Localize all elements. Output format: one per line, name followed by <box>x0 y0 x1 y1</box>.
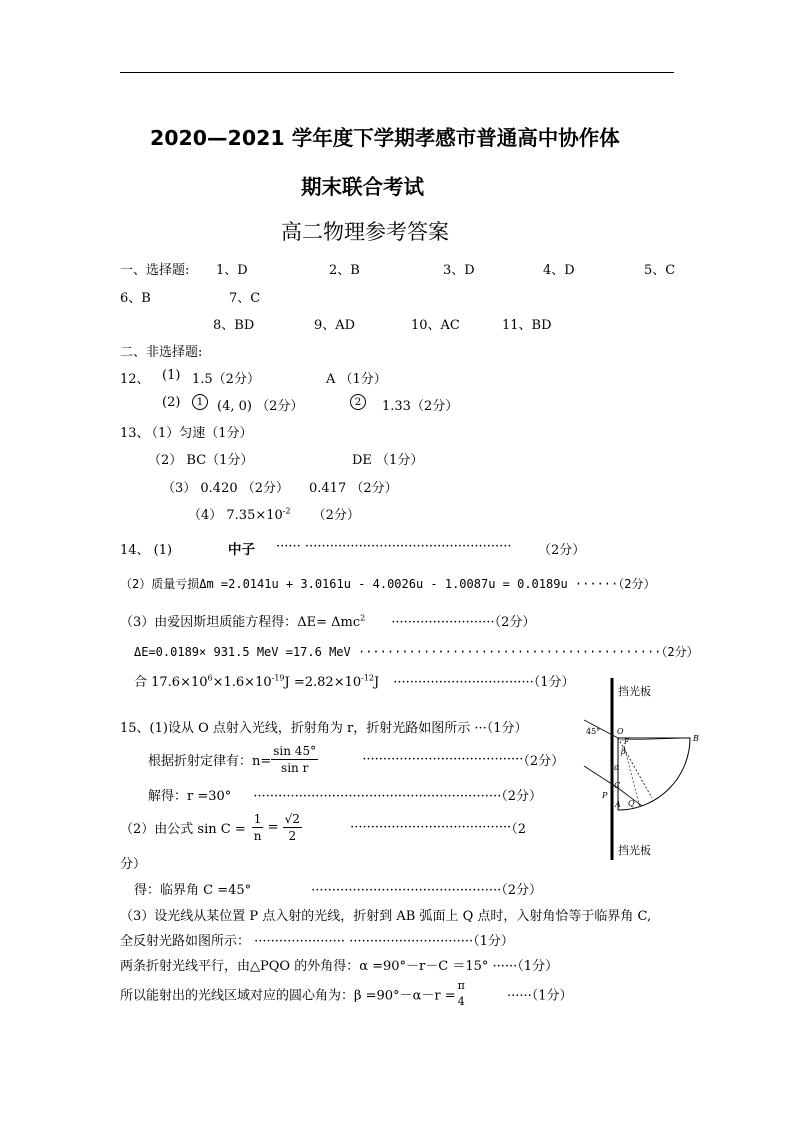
q15-line2: 根据折射定律有：n= $\frac{\sin 45^\circ}{\text{sin r}}$ ·······································（2分） <box>148 744 565 775</box>
q13-line1: （1）匀速（1分） <box>145 426 253 441</box>
section2-heading: 二、非选择题: <box>120 345 203 360</box>
diagram-label: C <box>614 781 621 790</box>
header-rule <box>120 72 674 73</box>
q15-line4-wrap: 分） <box>120 857 147 872</box>
diagram-label: 45° <box>586 727 601 736</box>
barrier-label-top: 挡光板 <box>618 685 651 698</box>
title-line-1: 2020—2021 学年度下学期孝感市普通高中协作体 <box>150 126 620 150</box>
fraction-1-n: $\frac{1}{n}$ <box>253 812 262 843</box>
q12-circle1-answer: (4, 0) （2分） <box>217 399 304 414</box>
q12-part2-label: (2) <box>162 395 181 410</box>
q15-line9: 所以能射出的光线区域对应的圆心角为：β =90°－α－r = π 4 ······（1分） <box>120 979 573 1008</box>
answer-1: 1、D <box>216 263 248 278</box>
q15-line1: 15、(1)设从 O 点射入光线，折射角为 r，折射光路如图所示 ···（1分） <box>120 721 528 736</box>
q14-part1-dots: ······ ·················································· <box>276 539 512 554</box>
fraction-pi-4: π 4 <box>457 979 465 1008</box>
answer-10: 10、AC <box>411 318 460 333</box>
section1-heading: 一、选择题: <box>120 263 190 278</box>
diagram-label: O <box>617 727 624 736</box>
q15-line8: 两条折射光线平行，由△PQO 的外角得：α =90°－r－C ＝15° ······（1分） <box>120 959 559 974</box>
q12-part1-answer2: A （1分） <box>326 372 387 387</box>
q13-line2a: （2） BC（1分） <box>148 453 254 468</box>
q12-circle-2: 2 <box>350 394 366 410</box>
q14-line2: （2）质量亏损Δm =2.0141u + 3.0161u - 4.0026u - 1.0087u = 0.0189u ······（2分） <box>120 577 656 591</box>
title-line-3: 高二物理参考答案 <box>281 220 449 244</box>
optics-diagram <box>580 676 710 862</box>
q13-line2b: DE （1分） <box>352 453 424 468</box>
q12-circle2-answer: 1.33（2分） <box>382 399 459 414</box>
diagram-label: B <box>693 734 699 743</box>
answer-8: 8、BD <box>213 318 255 333</box>
q12-part1-label: (1) <box>162 368 181 383</box>
q14-number: 14、 (1) <box>120 543 173 558</box>
diagram-label: F <box>624 738 629 746</box>
q13-number: 13、 <box>120 426 150 441</box>
q15-line6: （3）设光线从某位置 P 点入射的光线，折射到 AB 弧面上 Q 点时，入射角恰等于临界角 C, <box>120 909 652 924</box>
answer-2: 2、B <box>329 263 360 278</box>
answer-6: 6、B <box>120 291 151 306</box>
diagram-label: P <box>602 791 608 800</box>
answer-5: 5、C <box>644 263 676 278</box>
q14-line4: ΔE=0.0189× 931.5 MeV =17.6 MeV ··········································（2分） <box>134 645 699 659</box>
q14-line5: 合 $17.6\times 10^6\times 1.6\times 10^{-19}J =2.82\times 10^{-12}J \cdot\cdot\cdot\cdot\cdot\cdot\cdot\cdot\cdot\cdot\cdot\cdot\cdot\cdot\cdot\cdot\cdot\cdot\cdot\cdot\cdot\cdot\cdot\cdot\cdot\cdot\cdot\cdot\cdot\cdot\cdot\cdot\cdot\cdot(1$分） <box>134 673 575 690</box>
barrier-label-bottom: 挡光板 <box>618 844 651 857</box>
q15-line7: 全反射光路如图所示： ······················ ······························（1分） <box>120 934 514 949</box>
title-line-2: 期末联合考试 <box>301 175 424 199</box>
answer-9: 9、AD <box>314 318 356 333</box>
q15-line4: （2）由公式 sin C = $\frac{1}{n}$ = $\frac{√2}{2}$ ·······································（2 <box>120 812 527 843</box>
fraction-sin45-sinr: $\frac{\sin 45^\circ}{\text{sin r}}$ <box>273 744 317 775</box>
answer-11: 11、BD <box>502 318 552 333</box>
fraction-root2-2: $\frac{√2}{2}$ <box>284 812 300 843</box>
diagram-label: α <box>614 763 620 772</box>
answer-4: 4、D <box>543 263 575 278</box>
answer-3: 3、D <box>443 263 475 278</box>
q14-part1-score: （2分） <box>538 543 586 558</box>
q15-line5: 得：临界角 C =45° ··············································（2分） <box>134 883 543 898</box>
q14-part1-answer: 中子 <box>228 542 255 558</box>
q12-circle-1: 1 <box>192 394 208 410</box>
q12-number: 12、 <box>120 372 150 387</box>
q15-line3: 解得：r =30° ····························································（2分） <box>148 789 543 804</box>
answer-7: 7、C <box>229 291 261 306</box>
q13-line3b: 0.417 （2分） <box>309 481 398 496</box>
diagram-label: β <box>621 747 626 756</box>
q14-line3: （3）由爱因斯坦质能方程得：ΔE= Δmc$^2$ ·························（2分） <box>120 613 536 630</box>
q13-line4: （4） $7.35\times 10^{-2}$ （2分） <box>188 506 360 523</box>
diagram-label: Q <box>628 799 635 808</box>
q12-part1-answer: 1.5（2分） <box>192 372 260 387</box>
q13-line3a: （3） 0.420 （2分） <box>162 481 290 496</box>
diagram-label: A <box>615 800 621 809</box>
